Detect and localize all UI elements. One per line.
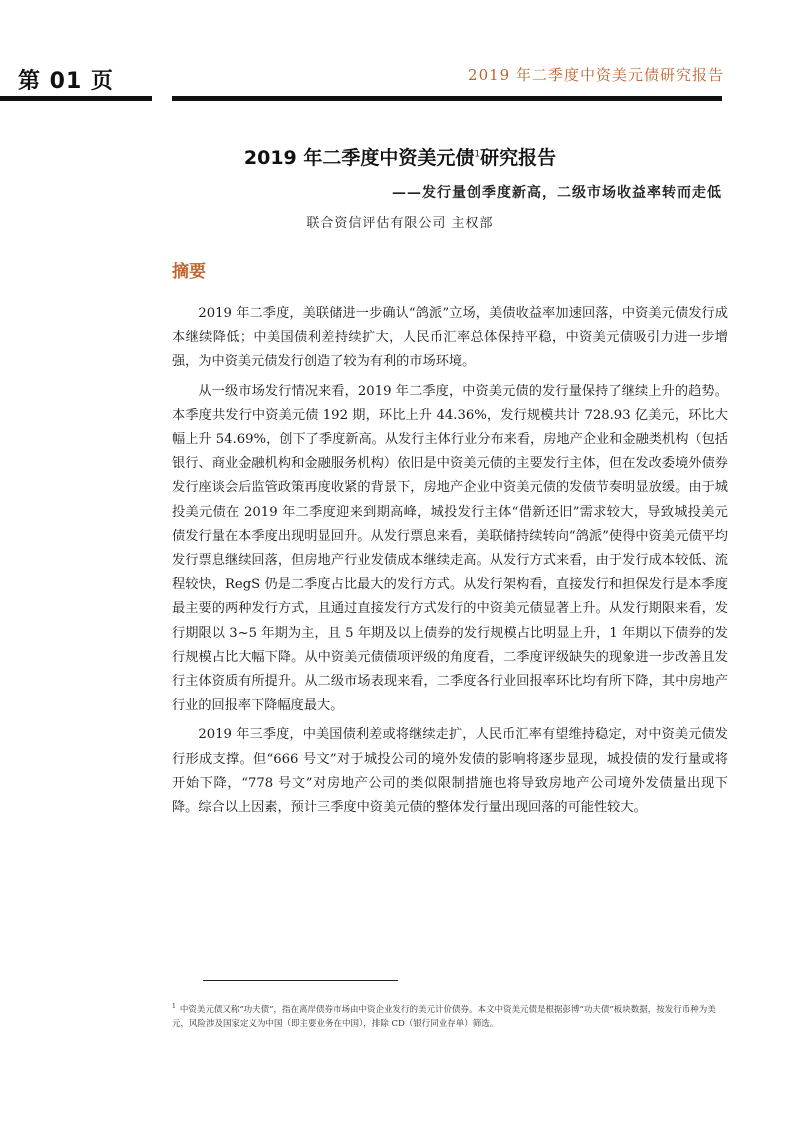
report-header-title: 2019 年二季度中资美元债研究报告 (468, 66, 724, 84)
paragraph: 从一级市场发行情况来看，2019 年二季度，中资美元债的发行量保持了继续上升的趋势。本季度共发行中资美元债 192 期，环比上升 44.36%，发行规模共计 728.93 亿美元，环比大幅上升 54.69%，创下了季度新高。从发行主体行业分布来看，房地产企业和金融类机构（包括银行、商业金融机构和金融服务机构）依旧是中资美元债的主要发行主体，但在发改委境外债券发行座谈会后监管政策再度收紧的背景下，房地产企业中资美元债的发债节奏明显放缓。由于城投美元债在 2019 年二季度迎来到期高峰，城投发行主体“借新还旧”需求较大，导致城投美元债发行量在本季度出现明显回升。从发行票息来看，美联储持续转向“鸽派”使得中资美元债平均发行票息继续回落，但房地产行业发债成本继续走高。从发行方式来看，由于发行成本较低、流程较快，RegS 仍是二季度占比最大的发行方式。从发行架构看，直接发行和担保发行是本季度最主要的两种发行方式，且通过直接发行方式发行的中资美元债显著上升。从发行期限来看，发行期限以 3~5 年期为主，且 5 年期及以上债券的发行规模占比明显上升，1 年期以下债券的发行规模占比大幅下降。从中资美元债债项评级的角度看，二季度评级缺失的现象进一步改善且发行主体资质有所提升。从二级市场表现来看，二季度各行业回报率环比均有所下降，其中房地产行业的回报率下降幅度最大。 (172, 383, 728, 714)
abstract-body (172, 302, 728, 825)
footnote-text: 中资美元债又称“功夫债”，指在离岸债券市场由中资企业发行的美元计价债券。本文中资美元债是根据彭博“功夫债”板块数据，按发行币种为美元，风险涉及国家定义为中国（即主要业务在中国），排除 CD（银行同业存单）筛选。 (172, 1004, 716, 1029)
paragraph: 2019 年二季度，美联储进一步确认“鸽派”立场，美债收益率加速回落，中资美元债发行成本继续降低；中美国债利差持续扩大，人民币汇率总体保持平稳，中资美元债吸引力进一步增强，为中资美元债发行创造了较为有利的市场环境。 (172, 306, 728, 370)
header-rule-left (0, 96, 152, 101)
paragraph: 2019 年三季度，中美国债利差或将继续走扩，人民币汇率有望维持稳定，对中资美元债发行形成支撑。但“666 号文”对于城投公司的境外发债的影响将逐步显现，城投债的发行量或将开始下降，“778 号文”对房地产公司的类似限制措施也将导致房地产公司境外发债量出现下降。综合以上因素，预计三季度中资美元债的整体发行量出现回落的可能性较大。 (172, 727, 728, 816)
document-title-suffix: 研究报告 (480, 147, 557, 169)
section-heading-abstract: 摘要 (172, 262, 206, 282)
document-title (0, 143, 800, 170)
footnote (172, 1000, 732, 1031)
footnote-rule (203, 980, 398, 981)
footnote-reference[interactable]: 1 (474, 149, 481, 160)
author-line: 联合资信评估有限公司 主权部 (306, 216, 494, 231)
page-number-label: 第 01 页 (18, 69, 114, 94)
document-subtitle: ——发行量创季度新高，二级市场收益率转而走低 (392, 185, 722, 201)
header-rule-right (172, 96, 722, 101)
document-title-main: 2019 年二季度中资美元债 (243, 147, 475, 169)
footnote-mark: 1 (172, 1003, 176, 1010)
